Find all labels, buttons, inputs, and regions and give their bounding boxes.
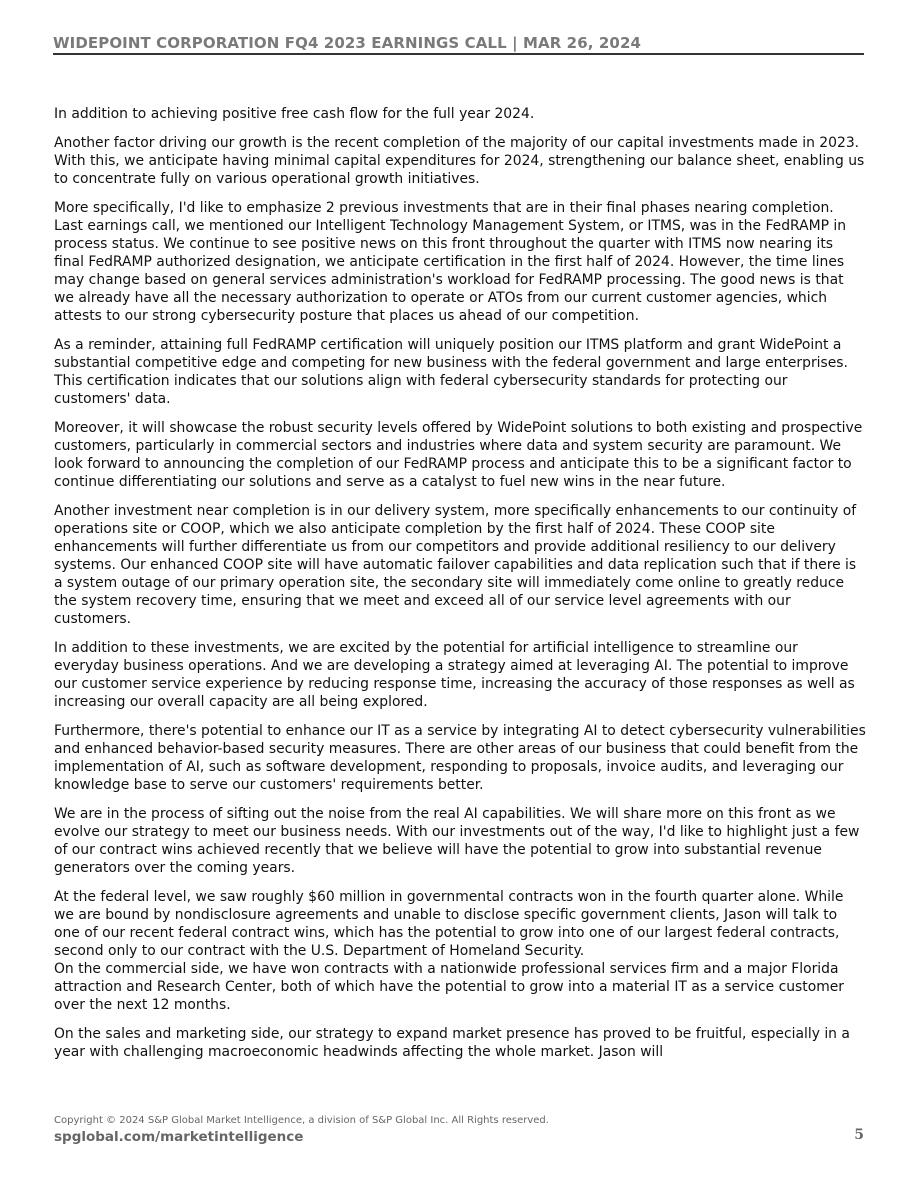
paragraph: At the federal level, we saw roughly $60 million in governmental contracts won in the fourth quarter alone. While we are bound by nondisclosure agreements and unable to disclose specific government clients, Jason will talk to one of our recent federal contract wins, which has the potential to grow into one of our largest federal contracts, second only to our contract with the U.S. Department of Homeland Security.	[54, 889, 844, 959]
paragraph: In addition to achieving positive free cash flow for the full year 2024.	[54, 106, 535, 122]
paragraph: On the sales and marketing side, our strategy to expand market presence has proved to be fruitful, especially in a year with challenging macroeconomic headwinds affecting the whole market. Jason will	[54, 1026, 850, 1060]
document-header: WIDEPOINT CORPORATION FQ4 2023 EARNINGS CALL | MAR 26, 2024	[53, 34, 642, 52]
paragraph: Furthermore, there's potential to enhance our IT as a service by integrating AI to detect cybersecurity vulnerabilities and enhanced behavior-based security measures. There are other areas of our business that could benefit from the implementation of AI, such as software development, responding to proposals, invoice audits, and leveraging our knowledge base to serve our customers' requirements better.	[54, 723, 866, 793]
paragraph: More specifically, I'd like to emphasize 2 previous investments that are in their final phases nearing completion. Last earnings call, we mentioned our Intelligent Technology Management System, or ITMS, was in the FedRAMP in process status. We continue to see positive news on this front throughout the quarter with ITMS now nearing its final FedRAMP authorized designation, we anticipate certification in the first half of 2024. However, the time lines may change based on general services administration's workload for FedRAMP processing. The good news is that we already have all the necessary authorization to operate or ATOs from our current customer agencies, which attests to our strong cybersecurity posture that places us ahead of our competition.	[54, 200, 847, 324]
footer-copyright: Copyright © 2024 S&P Global Market Intelligence, a division of S&P Global Inc. All Rights reserved.	[54, 1115, 549, 1126]
paragraph: Moreover, it will showcase the robust security levels offered by WidePoint solutions to both existing and prospective customers, particularly in commercial sectors and industries where data and system security are paramount. We look forward to announcing the completion of our FedRAMP process and anticipate this to be a significant factor to continue differentiating our solutions and serve as a catalyst to fuel new wins in the near future.	[54, 420, 863, 490]
paragraph: Another investment near completion is in our delivery system, more specifically enhancements to our continuity of operations site or COOP, which we also anticipate completion by the first half of 2024. These COOP site enhancements will further differentiate us from our competitors and provide additional resiliency to our delivery systems. Our enhanced COOP site will have automatic failover capabilities and data replication such that if there is a system outage of our primary operation site, the secondary site will immediately come online to greatly reduce the system recovery time, ensuring that we meet and exceed all of our service level agreements with our customers.	[54, 503, 857, 627]
paragraph: Another factor driving our growth is the recent completion of the majority of our capital investments made in 2023. With this, we anticipate having minimal capital expenditures for 2024, strengthening our balance sheet, enabling us to concentrate fully on various operational growth initiatives.	[54, 135, 865, 187]
paragraph: We are in the process of sifting out the noise from the real AI capabilities. We will share more on this front as we evolve our strategy to meet our business needs. With our investments out of the way, I'd like to highlight just a few of our contract wins achieved recently that we believe will have the potential to grow into substantial revenue generators over the coming years.	[54, 806, 860, 876]
paragraph: On the commercial side, we have won contracts with a nationwide professional services firm and a major Florida attraction and Research Center, both of which have the potential to grow into a material IT as a service customer over the next 12 months.	[54, 961, 845, 1013]
paragraph: As a reminder, attaining full FedRAMP certification will uniquely position our ITMS platform and grant WidePoint a substantial competitive edge and competing for new business with the federal government and large enterprises. This certification indicates that our solutions align with federal cybersecurity standards for protecting our customers' data.	[54, 337, 848, 407]
transcript-body	[54, 105, 866, 1072]
paragraph: In addition to these investments, we are excited by the potential for artificial intelligence to streamline our everyday business operations. And we are developing a strategy aimed at leveraging AI. The potential to improve our customer service experience by reducing response time, increasing the accuracy of those responses as well as increasing our overall capacity are all being explored.	[54, 640, 855, 710]
page-number: 5	[854, 1127, 864, 1143]
header-divider	[53, 53, 864, 55]
footer-url: spglobal.com/marketintelligence	[54, 1129, 304, 1145]
